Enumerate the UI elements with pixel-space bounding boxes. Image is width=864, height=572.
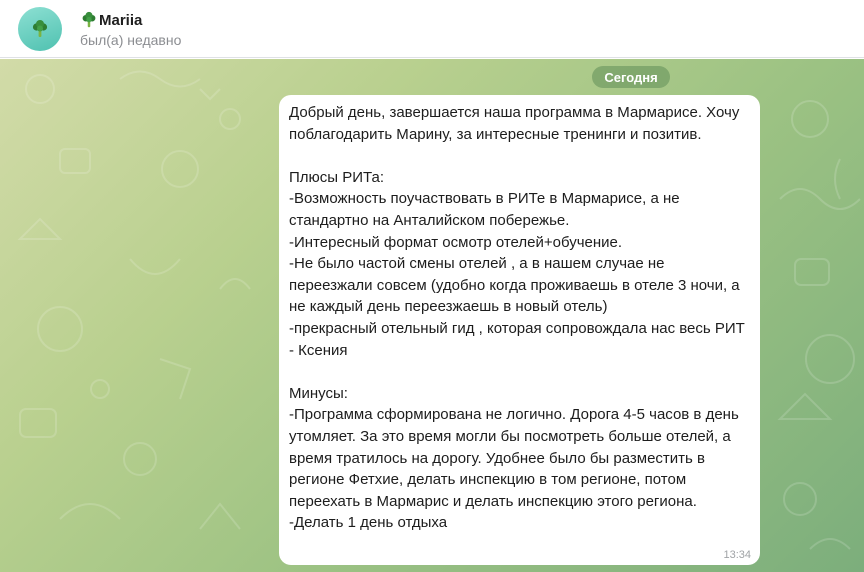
message-text: Добрый день, завершается наша программа в Мармарисе. Хочу поблагодарить Марину, за интересные тренинги и позитив. Плюсы РИТа: -Возможность поучаствовать в РИТе в Мармарисе, а не стандартно на Анталийском побережье. -Интересный формат осмотр отелей+обучение. -Не было частой смены отелей , а в нашем случае не переезжали совсем (удобно когда проживаешь в отеле 3 ночи, а не каждый день переезжаешь в новый отель) -прекрасный отельный гид , которая сопровождала нас весь РИТ - Ксения Минусы: -Программа сформирована не логично. Дорога 4-5 часов в день утомляет. За это время могли бы посмотреть больше отелей, а время тратилось на дорогу. Удобнее было бы разместить в регионе Фетхие, делать инспекцию в том регионе, потом переехать в Мармарис и делать инспекцию этого региона. -Делать 1 день отдыха — [289, 104, 745, 532]
chat-area[interactable] — [0, 59, 864, 572]
chat-header[interactable] — [0, 0, 864, 58]
contact-status: был(а) недавно — [80, 32, 182, 48]
message-bubble[interactable] — [279, 95, 760, 565]
message-time: 13:34 — [723, 549, 751, 561]
date-separator: Сегодня — [592, 66, 670, 88]
contact-name: Mariia — [99, 11, 143, 29]
broccoli-icon — [30, 19, 50, 39]
avatar[interactable] — [18, 7, 62, 51]
broccoli-icon — [80, 11, 98, 29]
contact-name-row[interactable] — [80, 11, 142, 29]
